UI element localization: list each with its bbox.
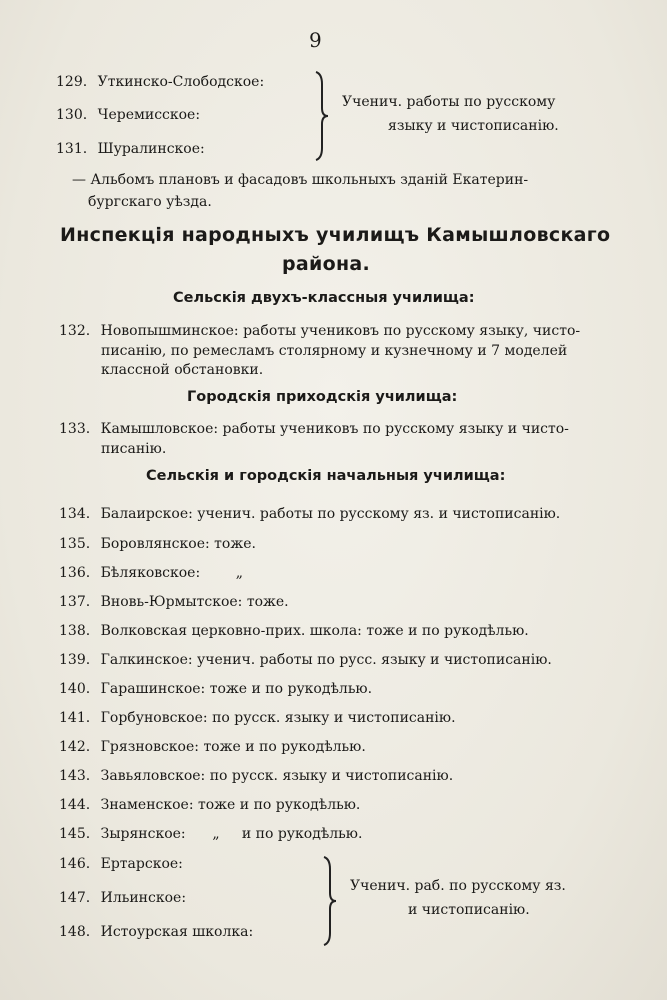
- list-item: [59, 710, 456, 726]
- item-text: Бѣляковское: „: [100, 565, 244, 581]
- list-item: [59, 623, 529, 639]
- list-item: [59, 890, 186, 906]
- list-item: [59, 594, 289, 610]
- item-text: Завьяловское: по русск. языку и чистописанію.: [100, 768, 454, 784]
- list-item: [59, 924, 253, 940]
- inspection-title-line-2: района.: [282, 253, 371, 275]
- list-item: [56, 107, 200, 123]
- item-number: 130.: [56, 107, 88, 123]
- item-number: 132.: [59, 323, 91, 339]
- album-line-1: — Альбомъ плановъ и фасадовъ школьныхъ зданій Екатерин-: [72, 172, 529, 188]
- list-item: [59, 536, 256, 552]
- item-number: 134.: [59, 506, 91, 522]
- item-text: Горбуновское: по русск. языку и чистописанію.: [100, 710, 456, 726]
- item-number: 131.: [56, 141, 88, 157]
- item-name: Истоурская школка:: [100, 924, 254, 940]
- list-item: [59, 652, 552, 668]
- item-text: Балаирское: ученич. работы по русскому яз. и чистописанію.: [100, 506, 561, 522]
- item-text: Боровлянское: тоже.: [100, 536, 256, 552]
- item-number: 139.: [59, 652, 91, 668]
- right-brace-icon: [320, 855, 340, 947]
- list-item: [59, 768, 453, 784]
- item-text: Волковская церковно-прих. школа: тоже и по рукодѣлью.: [100, 623, 529, 639]
- item-number: 148.: [59, 924, 91, 940]
- list-item: [59, 826, 362, 842]
- item-number: 147.: [59, 890, 91, 906]
- item-text: Вновь-Юрмытское: тоже.: [100, 594, 289, 610]
- item-name: Черемисское:: [97, 107, 201, 123]
- list-item: [59, 506, 560, 522]
- list-item: [59, 421, 569, 437]
- section-heading: Сельскія и городскія начальныя училища:: [146, 468, 506, 484]
- list-item: [56, 141, 205, 157]
- list-item: [59, 797, 360, 813]
- item-number: 135.: [59, 536, 91, 552]
- item-number: 143.: [59, 768, 91, 784]
- item-number: 138.: [59, 623, 91, 639]
- right-brace-icon: [312, 70, 332, 162]
- item-text: Новопышминское: работы учениковъ по русскому языку, чисто-: [100, 323, 581, 339]
- brace-note-line-2: и чистописанію.: [408, 902, 530, 918]
- item-name: Ертарское:: [100, 856, 183, 872]
- item-number: 142.: [59, 739, 91, 755]
- item-name: Ильинское:: [100, 890, 187, 906]
- item-number: 129.: [56, 74, 88, 90]
- item-number: 140.: [59, 681, 91, 697]
- item-number: 137.: [59, 594, 91, 610]
- item-text: Гарашинское: тоже и по рукодѣлью.: [100, 681, 373, 697]
- item-name: Шуралинское:: [97, 141, 205, 157]
- item-number: 144.: [59, 797, 91, 813]
- item-number: 145.: [59, 826, 91, 842]
- list-item: [56, 74, 264, 90]
- item-number: 133.: [59, 421, 91, 437]
- list-item: [59, 565, 243, 581]
- item-text: Галкинское: ученич. работы по русс. языку и чистописанію.: [100, 652, 552, 668]
- list-item: [59, 323, 580, 339]
- item-name: Уткинско-Слободское:: [97, 74, 265, 90]
- item-continuation: классной обстановки.: [101, 362, 264, 378]
- brace-note-line-1: Ученич. работы по русскому: [342, 94, 556, 110]
- item-number: 136.: [59, 565, 91, 581]
- section-heading: Сельскія двухъ-классныя училища:: [173, 290, 475, 306]
- item-number: 146.: [59, 856, 91, 872]
- item-continuation: писанію.: [101, 441, 167, 457]
- brace-note-line-1: Ученич. раб. по русскому яз.: [350, 878, 566, 894]
- page-number: 9: [309, 28, 322, 52]
- item-text: Камышловское: работы учениковъ по русскому языку и чисто-: [100, 421, 569, 437]
- section-heading: Городскія приходскія училища:: [187, 389, 458, 405]
- item-continuation: писанію, по ремесламъ столярному и кузнечному и 7 моделей: [101, 343, 568, 359]
- item-text: Знаменское: тоже и по рукодѣлью.: [100, 797, 361, 813]
- inspection-title-line-1: Инспекція народныхъ училищъ Камышловскаго: [60, 224, 611, 246]
- item-number: 141.: [59, 710, 91, 726]
- list-item: [59, 739, 366, 755]
- item-text: Грязновское: тоже и по рукодѣлью.: [100, 739, 366, 755]
- album-line-2: бургскаго уѣзда.: [88, 194, 212, 210]
- list-item: [59, 856, 183, 872]
- item-text: Зырянское: „ и по рукодѣлью.: [100, 826, 363, 842]
- brace-note-line-2: языку и чистописанію.: [388, 118, 559, 134]
- list-item: [59, 681, 372, 697]
